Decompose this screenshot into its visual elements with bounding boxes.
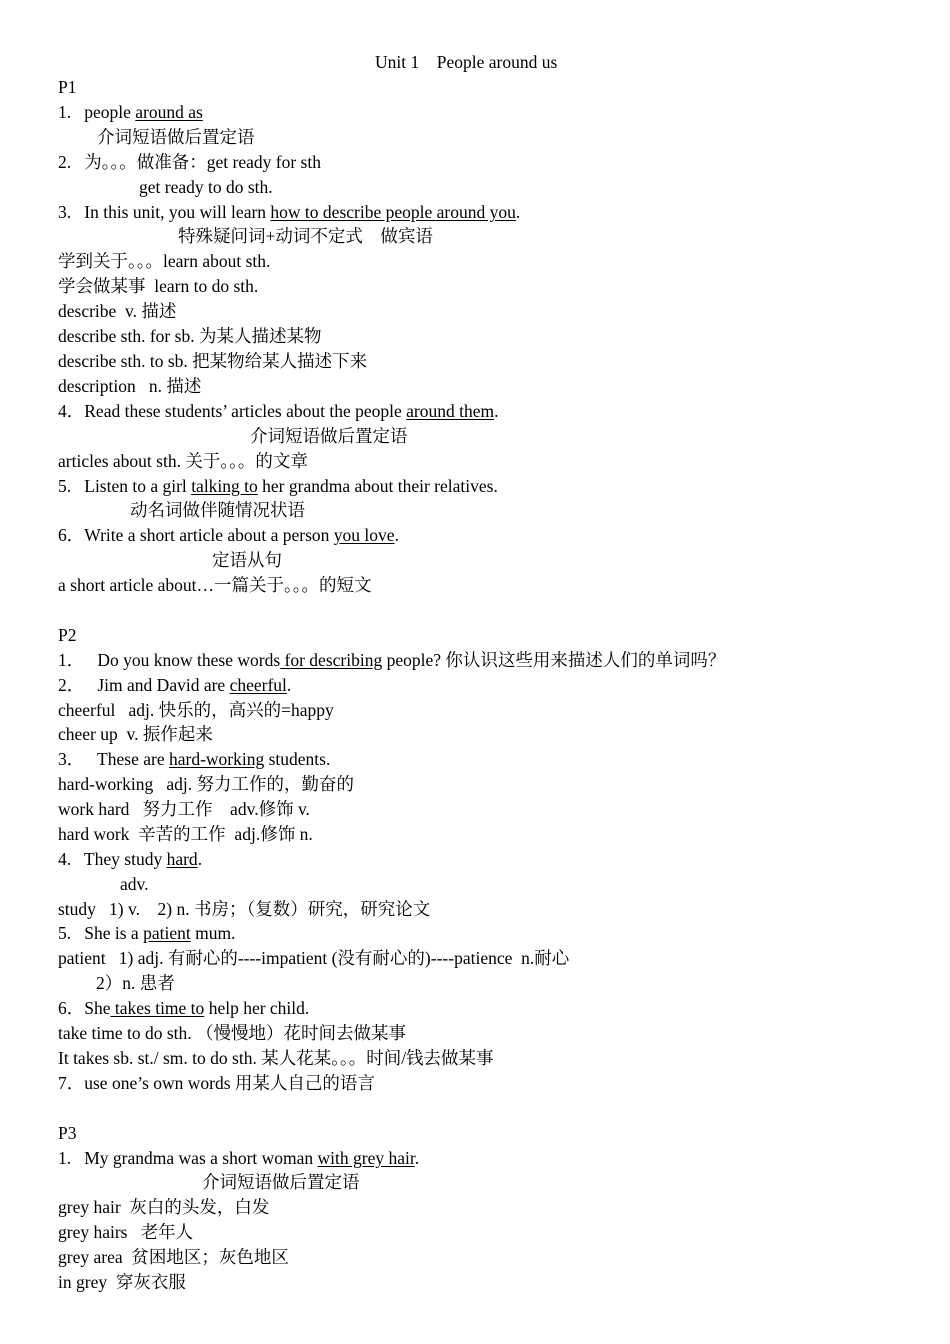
text-line: articles about sth. 关于。。。的文章	[58, 451, 308, 471]
grammar-note: adv.	[120, 874, 149, 894]
text-line: hard work 辛苦的工作 adj.修饰 n.	[58, 824, 313, 844]
text-line: 1． Do you know these words for describing people? 你认识这些用来描述人们的单词吗？	[58, 650, 726, 670]
text-line: 2. 为。。。做准备：get ready for sth	[58, 152, 321, 172]
text-line: hard-working adj. 努力工作的，勤奋的	[58, 774, 355, 794]
text-line: 学会做某事 learn to do sth.	[58, 276, 259, 296]
text-line: 1. people around as	[58, 102, 203, 122]
text-line: work hard 努力工作 adv.修饰 v.	[58, 799, 310, 819]
text-line: describe v. 描述	[58, 301, 177, 321]
text-line: in grey 穿灰衣服	[58, 1272, 186, 1292]
grammar-note: 介词短语做后置定语	[250, 426, 408, 446]
text-line: description n. 描述	[58, 376, 202, 396]
text-line: get ready to do sth.	[139, 177, 273, 197]
text-line: 5. She is a patient mum.	[58, 923, 236, 943]
text-line: 7．use one’s own words 用某人自己的语言	[58, 1073, 375, 1093]
grammar-note: 动名词做伴随情况状语	[130, 500, 305, 520]
grammar-note: 介词短语做后置定语	[97, 127, 255, 147]
section-heading-p2: P2	[58, 625, 77, 645]
grammar-note: 定语从句	[212, 550, 282, 570]
text-line: study 1) v. 2) n. 书房；（复数）研究，研究论文	[58, 899, 431, 919]
text-line: 3. In this unit, you will learn how to describe people around you.	[58, 202, 521, 222]
text-line: describe sth. to sb. 把某物给某人描述下来	[58, 351, 368, 371]
text-line: 4. They study hard.	[58, 849, 203, 869]
text-line: 5. Listen to a girl talking to her grandma about their relatives.	[58, 476, 498, 496]
grammar-note: 介词短语做后置定语	[202, 1172, 360, 1192]
text-line: cheer up v. 振作起来	[58, 724, 213, 744]
section-heading-p3: P3	[58, 1123, 77, 1143]
page-title: Unit 1 People around us	[375, 52, 558, 72]
text-line: cheerful adj. 快乐的，高兴的=happy	[58, 700, 334, 720]
text-line: patient 1) adj. 有耐心的----impatient (没有耐心的)----patience n.耐心	[58, 948, 570, 968]
text-line: grey area 贫困地区；灰色地区	[58, 1247, 289, 1267]
text-line: It takes sb. st./ sm. to do sth. 某人花某。。。时间/钱去做某事	[58, 1048, 494, 1068]
text-line: 3． These are hard-working students.	[58, 749, 331, 769]
text-line: 2． Jim and David are cheerful.	[58, 675, 292, 695]
text-line: grey hairs 老年人	[58, 1222, 194, 1242]
text-line: 6．She takes time to help her child.	[58, 998, 310, 1018]
text-line: describe sth. for sb. 为某人描述某物	[58, 326, 322, 346]
section-heading-p1: P1	[58, 77, 77, 97]
text-line: take time to do sth. （慢慢地）花时间去做某事	[58, 1023, 407, 1043]
grammar-note: 特殊疑问词+动词不定式 做宾语	[178, 226, 433, 246]
text-line: 4．Read these students’ articles about the people around them.	[58, 401, 499, 421]
text-line: 2）n. 患者	[96, 973, 175, 993]
text-line: a short article about…一篇关于。。。的短文	[58, 575, 372, 595]
text-line: 学到关于。。。learn about sth.	[58, 251, 271, 271]
text-line: 6．Write a short article about a person you love.	[58, 525, 399, 545]
text-line: grey hair 灰白的头发，白发	[58, 1197, 270, 1217]
text-line: 1. My grandma was a short woman with grey hair.	[58, 1148, 420, 1168]
